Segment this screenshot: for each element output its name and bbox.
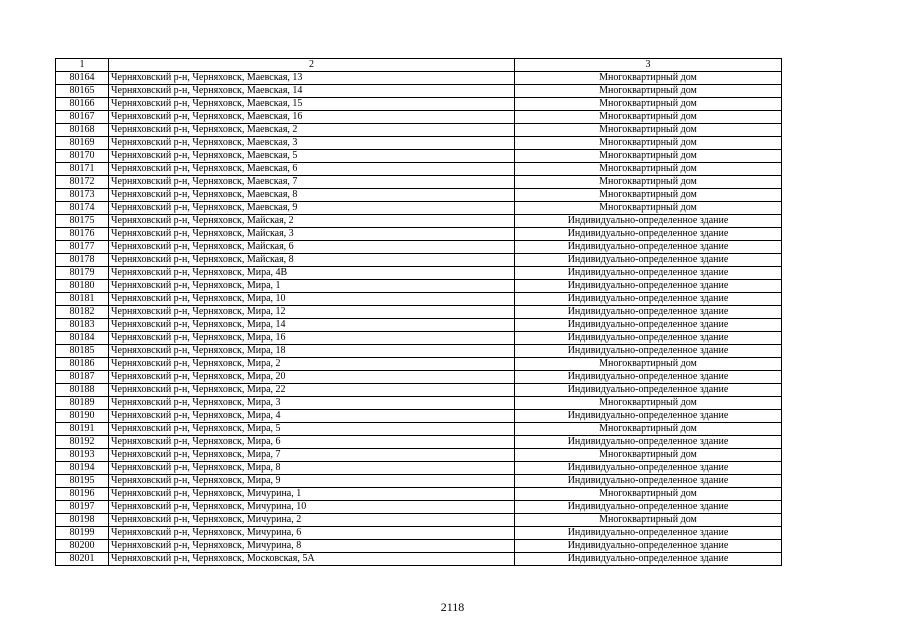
row-id-cell: 80201	[56, 553, 109, 566]
building-type-cell: Многоквартирный дом	[515, 189, 782, 202]
row-id-cell: 80167	[56, 111, 109, 124]
table-row	[56, 475, 782, 488]
address-cell: Черняховский р-н, Черняховск, Мира, 3	[109, 397, 515, 410]
table-row	[56, 215, 782, 228]
address-cell: Черняховский р-н, Черняховск, Мира, 8	[109, 462, 515, 475]
row-id-cell: 80175	[56, 215, 109, 228]
table-row	[56, 72, 782, 85]
address-cell: Черняховский р-н, Черняховск, Мира, 5	[109, 423, 515, 436]
table-row	[56, 176, 782, 189]
table-row	[56, 553, 782, 566]
building-type-cell: Индивидуально-определенное здание	[515, 215, 782, 228]
building-type-cell: Индивидуально-определенное здание	[515, 371, 782, 384]
table-row	[56, 423, 782, 436]
column-header-1: 1	[56, 59, 109, 72]
address-cell: Черняховский р-н, Черняховск, Мира, 2	[109, 358, 515, 371]
table-row	[56, 449, 782, 462]
row-id-cell: 80196	[56, 488, 109, 501]
row-id-cell: 80169	[56, 137, 109, 150]
building-type-cell: Многоквартирный дом	[515, 137, 782, 150]
building-type-cell: Индивидуально-определенное здание	[515, 410, 782, 423]
row-id-cell: 80174	[56, 202, 109, 215]
row-id-cell: 80198	[56, 514, 109, 527]
table-header-row	[56, 59, 782, 72]
column-header-3: 3	[515, 59, 782, 72]
building-type-cell: Многоквартирный дом	[515, 449, 782, 462]
page-number: 2118	[440, 600, 465, 614]
table-row	[56, 163, 782, 176]
row-id-cell: 80200	[56, 540, 109, 553]
building-type-cell: Многоквартирный дом	[515, 423, 782, 436]
address-cell: Черняховский р-н, Черняховск, Маевская, 5	[109, 150, 515, 163]
row-id-cell: 80193	[56, 449, 109, 462]
table-row	[56, 540, 782, 553]
address-cell: Черняховский р-н, Черняховск, Московская, 5А	[109, 553, 515, 566]
table-row	[56, 319, 782, 332]
address-cell: Черняховский р-н, Черняховск, Майская, 2	[109, 215, 515, 228]
row-id-cell: 80187	[56, 371, 109, 384]
address-cell: Черняховский р-н, Черняховск, Маевская, 13	[109, 72, 515, 85]
table-row	[56, 228, 782, 241]
row-id-cell: 80191	[56, 423, 109, 436]
row-id-cell: 80172	[56, 176, 109, 189]
row-id-cell: 80180	[56, 280, 109, 293]
address-cell: Черняховский р-н, Черняховск, Мира, 4	[109, 410, 515, 423]
address-cell: Черняховский р-н, Черняховск, Мира, 10	[109, 293, 515, 306]
row-id-cell: 80192	[56, 436, 109, 449]
table-row	[56, 397, 782, 410]
table-row	[56, 501, 782, 514]
row-id-cell: 80165	[56, 85, 109, 98]
building-type-cell: Многоквартирный дом	[515, 358, 782, 371]
address-cell: Черняховский р-н, Черняховск, Мира, 9	[109, 475, 515, 488]
address-cell: Черняховский р-н, Черняховск, Мира, 7	[109, 449, 515, 462]
address-cell: Черняховский р-н, Черняховск, Маевская, 14	[109, 85, 515, 98]
building-type-cell: Многоквартирный дом	[515, 72, 782, 85]
table-row	[56, 111, 782, 124]
table-row	[56, 124, 782, 137]
table-row	[56, 514, 782, 527]
table-row	[56, 410, 782, 423]
registry-table-body	[56, 59, 782, 566]
building-type-cell: Индивидуально-определенное здание	[515, 384, 782, 397]
table-row	[56, 293, 782, 306]
building-type-cell: Многоквартирный дом	[515, 397, 782, 410]
row-id-cell: 80194	[56, 462, 109, 475]
building-type-cell: Индивидуально-определенное здание	[515, 241, 782, 254]
table-row	[56, 527, 782, 540]
registry-table	[55, 58, 782, 566]
building-type-cell: Индивидуально-определенное здание	[515, 293, 782, 306]
address-cell: Черняховский р-н, Черняховск, Мира, 16	[109, 332, 515, 345]
address-cell: Черняховский р-н, Черняховск, Майская, 3	[109, 228, 515, 241]
table-row	[56, 306, 782, 319]
row-id-cell: 80166	[56, 98, 109, 111]
row-id-cell: 80177	[56, 241, 109, 254]
row-id-cell: 80170	[56, 150, 109, 163]
table-row	[56, 462, 782, 475]
row-id-cell: 80195	[56, 475, 109, 488]
address-cell: Черняховский р-н, Черняховск, Мира, 20	[109, 371, 515, 384]
building-type-cell: Индивидуально-определенное здание	[515, 306, 782, 319]
row-id-cell: 80178	[56, 254, 109, 267]
table-row	[56, 98, 782, 111]
table-row	[56, 488, 782, 501]
row-id-cell: 80189	[56, 397, 109, 410]
table-row	[56, 267, 782, 280]
building-type-cell: Многоквартирный дом	[515, 85, 782, 98]
row-id-cell: 80164	[56, 72, 109, 85]
table-row	[56, 358, 782, 371]
address-cell: Черняховский р-н, Черняховск, Мичурина, 6	[109, 527, 515, 540]
building-type-cell: Многоквартирный дом	[515, 111, 782, 124]
address-cell: Черняховский р-н, Черняховск, Маевская, 15	[109, 98, 515, 111]
row-id-cell: 80181	[56, 293, 109, 306]
address-cell: Черняховский р-н, Черняховск, Маевская, 3	[109, 137, 515, 150]
table-row	[56, 189, 782, 202]
row-id-cell: 80179	[56, 267, 109, 280]
table-row	[56, 436, 782, 449]
table-row	[56, 85, 782, 98]
address-cell: Черняховский р-н, Черняховск, Мира, 14	[109, 319, 515, 332]
address-cell: Черняховский р-н, Черняховск, Мира, 6	[109, 436, 515, 449]
building-type-cell: Индивидуально-определенное здание	[515, 254, 782, 267]
building-type-cell: Многоквартирный дом	[515, 124, 782, 137]
table-row	[56, 202, 782, 215]
building-type-cell: Индивидуально-определенное здание	[515, 501, 782, 514]
address-cell: Черняховский р-н, Черняховск, Майская, 6	[109, 241, 515, 254]
address-cell: Черняховский р-н, Черняховск, Мира, 22	[109, 384, 515, 397]
address-cell: Черняховский р-н, Черняховск, Мичурина, 2	[109, 514, 515, 527]
table-row	[56, 241, 782, 254]
address-cell: Черняховский р-н, Черняховск, Майская, 8	[109, 254, 515, 267]
column-header-2: 2	[109, 59, 515, 72]
building-type-cell: Многоквартирный дом	[515, 176, 782, 189]
building-type-cell: Индивидуально-определенное здание	[515, 475, 782, 488]
address-cell: Черняховский р-н, Черняховск, Мира, 12	[109, 306, 515, 319]
row-id-cell: 80183	[56, 319, 109, 332]
building-type-cell: Индивидуально-определенное здание	[515, 280, 782, 293]
address-cell: Черняховский р-н, Черняховск, Мира, 18	[109, 345, 515, 358]
building-type-cell: Многоквартирный дом	[515, 514, 782, 527]
row-id-cell: 80171	[56, 163, 109, 176]
address-cell: Черняховский р-н, Черняховск, Мира, 1	[109, 280, 515, 293]
building-type-cell: Многоквартирный дом	[515, 163, 782, 176]
building-type-cell: Индивидуально-определенное здание	[515, 228, 782, 241]
table-row	[56, 345, 782, 358]
table-row	[56, 371, 782, 384]
row-id-cell: 80190	[56, 410, 109, 423]
row-id-cell: 80185	[56, 345, 109, 358]
address-cell: Черняховский р-н, Черняховск, Мичурина, 10	[109, 501, 515, 514]
row-id-cell: 80173	[56, 189, 109, 202]
row-id-cell: 80184	[56, 332, 109, 345]
table-row	[56, 254, 782, 267]
address-cell: Черняховский р-н, Черняховск, Маевская, 7	[109, 176, 515, 189]
building-type-cell: Индивидуально-определенное здание	[515, 436, 782, 449]
table-row	[56, 137, 782, 150]
table-row	[56, 332, 782, 345]
building-type-cell: Многоквартирный дом	[515, 488, 782, 501]
building-type-cell: Индивидуально-определенное здание	[515, 345, 782, 358]
building-type-cell: Многоквартирный дом	[515, 150, 782, 163]
building-type-cell: Индивидуально-определенное здание	[515, 319, 782, 332]
address-cell: Черняховский р-н, Черняховск, Мира, 4В	[109, 267, 515, 280]
address-cell: Черняховский р-н, Черняховск, Маевская, 6	[109, 163, 515, 176]
address-cell: Черняховский р-н, Черняховск, Мичурина, 1	[109, 488, 515, 501]
building-type-cell: Индивидуально-определенное здание	[515, 553, 782, 566]
row-id-cell: 80186	[56, 358, 109, 371]
row-id-cell: 80168	[56, 124, 109, 137]
building-type-cell: Индивидуально-определенное здание	[515, 267, 782, 280]
building-type-cell: Индивидуально-определенное здание	[515, 332, 782, 345]
building-type-cell: Индивидуально-определенное здание	[515, 540, 782, 553]
row-id-cell: 80197	[56, 501, 109, 514]
building-type-cell: Индивидуально-определенное здание	[515, 462, 782, 475]
address-cell: Черняховский р-н, Черняховск, Маевская, 8	[109, 189, 515, 202]
address-cell: Черняховский р-н, Черняховск, Маевская, 9	[109, 202, 515, 215]
building-type-cell: Индивидуально-определенное здание	[515, 527, 782, 540]
address-cell: Черняховский р-н, Черняховск, Маевская, 2	[109, 124, 515, 137]
row-id-cell: 80176	[56, 228, 109, 241]
row-id-cell: 80188	[56, 384, 109, 397]
row-id-cell: 80182	[56, 306, 109, 319]
table-row	[56, 280, 782, 293]
address-cell: Черняховский р-н, Черняховск, Маевская, 16	[109, 111, 515, 124]
table-row	[56, 150, 782, 163]
address-cell: Черняховский р-н, Черняховск, Мичурина, 8	[109, 540, 515, 553]
row-id-cell: 80199	[56, 527, 109, 540]
building-type-cell: Многоквартирный дом	[515, 202, 782, 215]
building-type-cell: Многоквартирный дом	[515, 98, 782, 111]
table-row	[56, 384, 782, 397]
